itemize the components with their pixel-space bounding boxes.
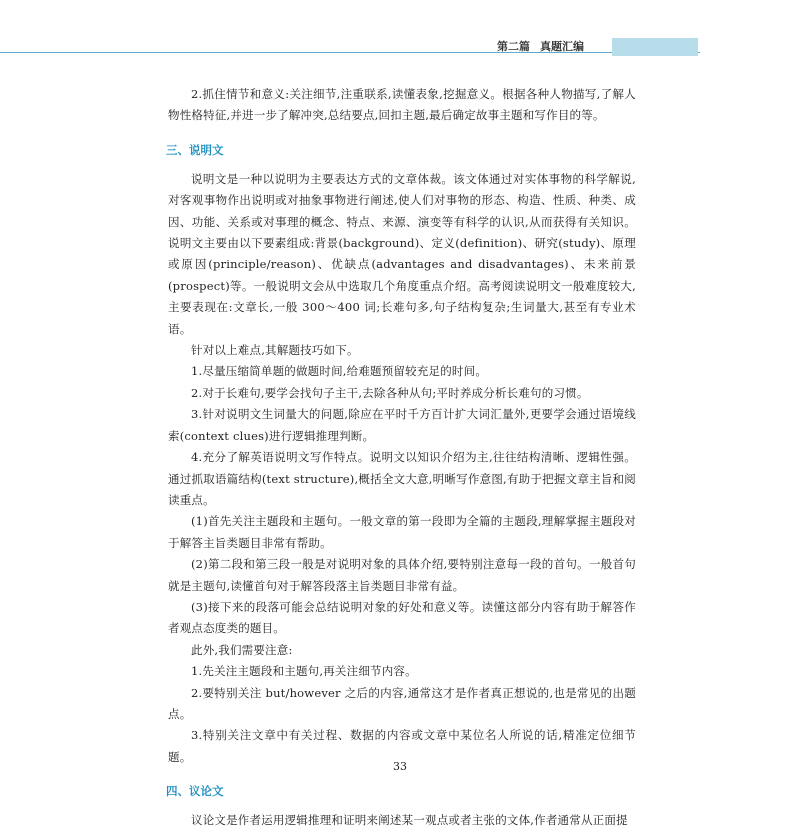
paragraph: 3.特别关注文章中有关过程、数据的内容或文章中某位名人所说的话,精准定位细节题。 [168, 728, 636, 764]
running-header [497, 38, 584, 56]
section-heading-expository: 三、说明文 [166, 142, 224, 157]
paragraph: (3)接下来的段落可能会总结说明对象的好处和意义等。读懂这部分内容有助于解答作者观点态度类的题目。 [168, 599, 636, 636]
section-argumentative [168, 810, 636, 831]
paragraph: (2)第二段和第三段一般是对说明对象的具体介绍,要特别注意每一段的首句。一般首句就是主题句,读懂首句对于解答段落主旨类题目非常有益。 [168, 557, 636, 593]
header-rule [0, 40, 700, 53]
page-body [168, 84, 636, 832]
header-title: 真题汇编 [540, 40, 584, 53]
paragraph: 1.尽量压缩简单题的做题时间,给难题预留较充足的时间。 [191, 364, 488, 379]
paragraph: 议论文是作者运用逻辑推理和证明来阐述某一观点或者主张的文体,作者通常从正面提 [191, 813, 628, 828]
paragraph: 说明文是一种以说明为主要表达方式的文章体裁。该文体通过对实体事物的科学解说,对客观事物作出说明或对抽象事物进行阐述,使人们对事物的形态、构造、性质、种类、成因、功能、关系或对事理的概念、特点、来源、演变等有科学的认识,从而获得有关知识。说明文主要由以下要素组成:背景(background)、定义(definition)、研究(study)、原理或原因(principle/reason)、优缺点(advantages and disadvantages)、未来前景(prospect)等。一般说明文会从中选取几个角度重点介绍。高考阅读说明文一般难度较大,主要表现在:文章长,一般 300～400 词;长难句多,句子结构复杂;生词量大,甚至有专业术语。 [168, 171, 636, 336]
page-number: 33 [393, 760, 407, 773]
intro-paragraph: 2.抓住情节和意义:关注细节,注重联系,读懂表象,挖掘意义。根据各种人物描写,了解人物性格特征,并进一步了解冲突,总结要点,回扣主题,最后确定故事主题和写作目的等。 [168, 87, 636, 123]
header-part: 第二篇 [497, 40, 530, 53]
header-accent-block [612, 38, 698, 56]
section-expository [168, 169, 636, 768]
paragraph: 针对以上难点,其解题技巧如下。 [191, 343, 359, 358]
section-heading-argumentative: 四、议论文 [166, 784, 224, 799]
paragraph: 3.针对说明文生词量大的问题,除应在平时千方百计扩大词汇量外,更要学会通过语境线索(context clues)进行逻辑推理判断。 [168, 407, 636, 443]
paragraph: 1.先关注主题段和主题句,再关注细节内容。 [191, 664, 417, 679]
paragraph: 4.充分了解英语说明文写作特点。说明文以知识介绍为主,往往结构清晰、逻辑性强。通过抓取语篇结构(text structure),概括全文大意,明晰写作意图,有助于把握文章主旨和阅读重点。 [168, 450, 636, 507]
paragraph: 此外,我们需要注意: [191, 642, 293, 657]
paragraph: 2.要特别关注 but/however 之后的内容,通常这才是作者真正想说的,也是常见的出题点。 [168, 685, 636, 721]
paragraph: (1)首先关注主题段和主题句。一般文章的第一段即为全篇的主题段,理解掌握主题段对于解答主旨类题目非常有帮助。 [168, 514, 636, 550]
paragraph: 2.对于长难句,要学会找句子主干,去除各种从句;平时养成分析长难句的习惯。 [191, 385, 589, 400]
